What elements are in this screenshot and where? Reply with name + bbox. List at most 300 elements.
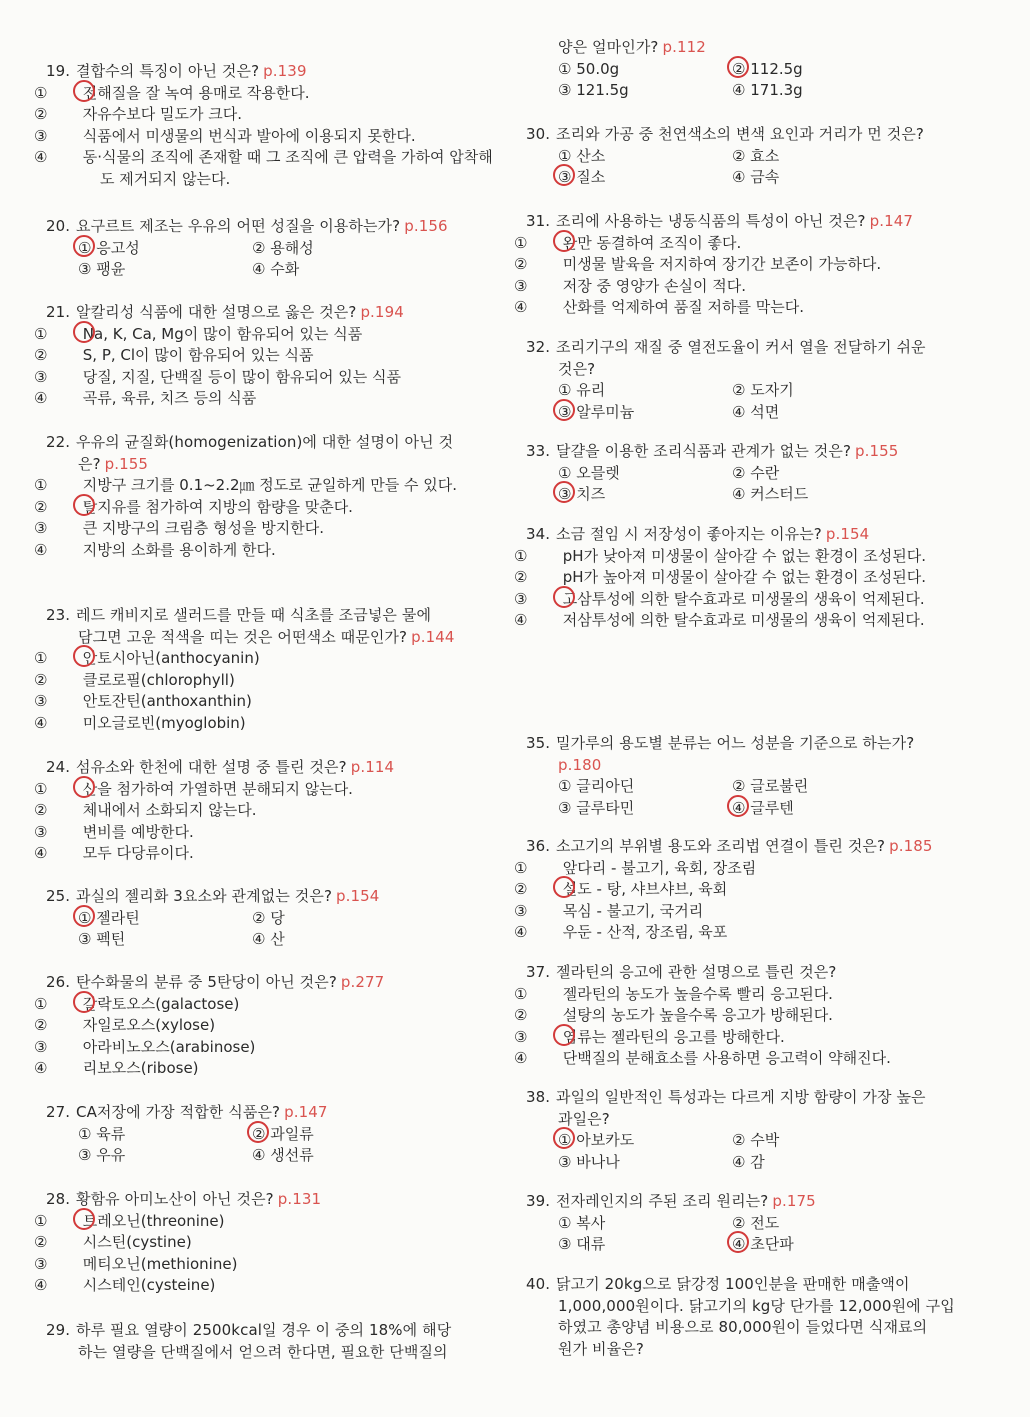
question-text: CA저장에 가장 적합한 식품은? bbox=[76, 1103, 281, 1121]
option-3[interactable]: ③ 메티오닌(methionine) bbox=[34, 1254, 238, 1273]
option-1[interactable] bbox=[558, 380, 732, 402]
options-list bbox=[514, 858, 976, 944]
option-1[interactable] bbox=[558, 1213, 732, 1235]
option-text: 탈지유를 첨가하여 지방의 함량을 맞춘다. bbox=[82, 497, 353, 516]
option-number: ② bbox=[252, 1124, 266, 1143]
options-row bbox=[558, 59, 976, 81]
option-1[interactable] bbox=[78, 1124, 252, 1146]
question-stem bbox=[46, 972, 496, 994]
option-3[interactable]: ③ 당질, 지질, 단백질 등이 많이 함유되어 있는 식품 bbox=[34, 367, 402, 386]
question-19 bbox=[34, 61, 496, 190]
option-text: 당질, 지질, 단백질 등이 많이 함유되어 있는 식품 bbox=[82, 367, 402, 386]
question-text: 조리와 가공 중 천연색소의 변색 요인과 거리가 먼 것은? bbox=[556, 125, 924, 143]
option-number: ④ bbox=[252, 1146, 266, 1164]
option-1[interactable]: ① pH가 낮아져 미생물이 살아갈 수 없는 환경이 조성된다. bbox=[514, 546, 927, 565]
question-stem-continued bbox=[46, 627, 496, 649]
question-number: 33. bbox=[526, 442, 551, 460]
option-text: 초단파 bbox=[750, 1235, 794, 1253]
option-1[interactable] bbox=[558, 146, 732, 168]
options-list bbox=[34, 994, 496, 1080]
option-3[interactable] bbox=[558, 1152, 732, 1174]
option-number: ④ bbox=[732, 485, 746, 503]
option-text: 글루텐 bbox=[750, 798, 794, 817]
option-4[interactable]: ④ 지방의 소화를 용이하게 한다. bbox=[34, 540, 276, 559]
option-1[interactable]: ① 앞다리 - 불고기, 육회, 장조림 bbox=[514, 858, 757, 877]
option-text: 식품에서 미생물의 번식과 발아에 이용되지 못한다. bbox=[82, 126, 416, 145]
option-1[interactable]: ① 갈락토오스(galactose) bbox=[78, 994, 496, 1016]
option-number: ③ bbox=[558, 1152, 572, 1171]
question-number: 38. bbox=[526, 1088, 551, 1106]
question-text-continued: 담그면 고운 적색을 띠는 것은 어떤색소 때문인가? bbox=[78, 627, 408, 646]
option-2[interactable]: ② 탈지유를 첨가하여 지방의 함량을 맞춘다. bbox=[78, 497, 496, 519]
options-row bbox=[558, 484, 976, 506]
page-reference: p.156 bbox=[404, 217, 448, 235]
option-text: 121.5g bbox=[576, 81, 629, 99]
question-stem-continued bbox=[526, 37, 976, 59]
question-stem bbox=[526, 211, 976, 233]
question-stem bbox=[526, 1191, 976, 1213]
option-number-wrap bbox=[732, 1130, 745, 1152]
option-text: 바나나 bbox=[576, 1152, 620, 1171]
option-text: 산 bbox=[270, 930, 285, 948]
option-text: 안토잔틴(anthoxanthin) bbox=[82, 692, 252, 710]
question-stem bbox=[46, 302, 496, 324]
option-3[interactable]: ③ 아라비노오스(arabinose) bbox=[34, 1037, 256, 1056]
option-4[interactable]: ④ 우둔 - 산적, 장조림, 육포 bbox=[514, 923, 728, 941]
option-2[interactable] bbox=[252, 908, 426, 930]
options-row bbox=[558, 146, 976, 168]
option-4[interactable]: ④ 단백질의 분해효소를 사용하면 응고력이 약해진다. bbox=[514, 1049, 891, 1067]
options-list bbox=[514, 546, 976, 632]
option-4[interactable]: ④ 리보오스(ribose) bbox=[34, 1059, 199, 1077]
option-4[interactable] bbox=[732, 402, 906, 424]
question-text: 밀가루의 용도별 분류는 어느 성분을 기준으로 하는가? bbox=[556, 734, 915, 752]
option-text: 수박 bbox=[750, 1131, 780, 1149]
question-22 bbox=[34, 432, 496, 561]
option-number-wrap bbox=[78, 238, 91, 260]
options-list bbox=[558, 380, 976, 423]
option-text: 설탕의 농도가 높을수록 응고가 방해된다. bbox=[562, 1006, 833, 1024]
question-continued bbox=[526, 37, 976, 102]
option-1[interactable] bbox=[558, 776, 732, 798]
option-text: 질소 bbox=[576, 168, 606, 186]
option-3[interactable]: ③ 변비를 예방한다. bbox=[34, 822, 194, 841]
question-20 bbox=[46, 216, 496, 281]
option-1[interactable]: ① 지방구 크기를 0.1~2.2㎛ 정도로 균일하게 만들 수 있다. bbox=[34, 476, 458, 494]
option-number: ② bbox=[732, 1131, 746, 1149]
option-4[interactable]: ④ 산화를 억제하여 품질 저하를 막는다. bbox=[514, 298, 804, 316]
option-3[interactable]: ③ 저장 중 영양가 손실이 적다. bbox=[514, 276, 747, 295]
question-number: 40. bbox=[526, 1275, 551, 1293]
option-number: ① bbox=[558, 381, 572, 399]
option-text: 유리 bbox=[576, 381, 606, 399]
option-text: 저삼투성에 의한 탈수효과로 미생물의 생육이 억제된다. bbox=[562, 611, 925, 629]
option-number: ③ bbox=[78, 1146, 92, 1164]
option-number-wrap bbox=[558, 380, 571, 402]
question-number: 26. bbox=[46, 973, 71, 991]
option-text: 오믈렛 bbox=[576, 463, 620, 482]
option-1[interactable]: ① 트레오닌(threonine) bbox=[78, 1211, 496, 1233]
option-1[interactable]: ① 산을 첨가하여 가열하면 분해되지 않는다. bbox=[78, 779, 496, 801]
option-text: 대류 bbox=[576, 1235, 606, 1253]
options-row bbox=[78, 259, 496, 281]
question-text: 결합수의 특징이 아닌 것은? bbox=[76, 62, 260, 80]
option-4[interactable]: ④ 미오글로빈(myoglobin) bbox=[34, 713, 246, 732]
question-24 bbox=[34, 757, 496, 865]
question-stem-continued bbox=[526, 1109, 976, 1131]
page-reference: p.155 bbox=[104, 454, 149, 473]
options-row bbox=[78, 1145, 496, 1167]
option-2[interactable] bbox=[732, 59, 906, 81]
option-number: ① bbox=[558, 463, 572, 482]
page-reference: p.139 bbox=[263, 62, 307, 80]
question-stem-continued bbox=[46, 454, 496, 476]
question-stem bbox=[526, 1087, 976, 1109]
option-3[interactable] bbox=[558, 484, 732, 506]
option-number: ② bbox=[732, 381, 746, 399]
option-3[interactable]: ③ 식품에서 미생물의 번식과 발아에 이용되지 못한다. bbox=[34, 126, 416, 145]
option-text: 효소 bbox=[750, 146, 780, 165]
page-reference: p.185 bbox=[889, 837, 933, 855]
option-number: ④ bbox=[252, 260, 266, 278]
options-row bbox=[558, 1130, 976, 1152]
option-3[interactable] bbox=[78, 259, 252, 281]
option-2[interactable]: ② pH가 높아져 미생물이 살아갈 수 없는 환경이 조성된다. bbox=[514, 568, 927, 586]
question-stem-continued bbox=[526, 755, 976, 777]
option-text: 우둔 - 산적, 장조림, 육포 bbox=[562, 923, 728, 941]
question-number: 37. bbox=[526, 963, 551, 981]
question-26 bbox=[34, 972, 496, 1080]
option-2[interactable]: ② 체내에서 소화되지 않는다. bbox=[34, 801, 257, 819]
options-row bbox=[558, 798, 976, 820]
option-1[interactable]: ① Na, K, Ca, Mg이 많이 함유되어 있는 식품 bbox=[78, 324, 496, 346]
option-4[interactable]: ④ 시스테인(cysteine) bbox=[34, 1276, 216, 1294]
option-number-wrap bbox=[732, 776, 745, 798]
options-list bbox=[34, 648, 496, 734]
option-number-wrap bbox=[558, 776, 571, 798]
option-4[interactable]: ④ 곡류, 육류, 치즈 등의 식품 bbox=[34, 389, 257, 407]
option-number: ① bbox=[558, 1131, 572, 1149]
question-text: 요구르트 제조는 우유의 어떤 성질을 이용하는가? bbox=[76, 217, 401, 235]
option-2[interactable] bbox=[732, 146, 906, 168]
option-number: ② bbox=[732, 59, 746, 78]
option-2[interactable] bbox=[732, 776, 906, 798]
option-2[interactable]: ② 설탕의 농도가 높을수록 응고가 방해된다. bbox=[514, 1006, 833, 1024]
option-text: 변비를 예방한다. bbox=[82, 822, 194, 841]
question-40 bbox=[526, 1274, 976, 1360]
option-number: ④ bbox=[732, 168, 746, 186]
question-stem bbox=[526, 441, 976, 463]
question-text: 알칼리성 식품에 대한 설명으로 옳은 것은? bbox=[76, 303, 357, 321]
option-text: 클로로필(chlorophyll) bbox=[82, 670, 235, 689]
question-stem bbox=[526, 524, 976, 546]
option-text: 글로불린 bbox=[750, 777, 809, 795]
options-list bbox=[558, 146, 976, 189]
option-text: 고삼투성에 의한 탈수효과로 미생물의 생육이 억제된다. bbox=[562, 589, 925, 608]
question-33 bbox=[526, 441, 976, 506]
question-text-continued: 은? bbox=[78, 454, 101, 473]
option-4[interactable] bbox=[732, 1152, 906, 1174]
option-text: 곡류, 육류, 치즈 등의 식품 bbox=[82, 389, 257, 407]
option-4[interactable] bbox=[732, 798, 906, 820]
option-3[interactable] bbox=[78, 929, 252, 951]
question-31 bbox=[514, 211, 976, 319]
option-text: 리보오스(ribose) bbox=[82, 1059, 199, 1077]
option-number: ③ bbox=[558, 81, 572, 99]
option-number: ① bbox=[78, 238, 92, 257]
option-4[interactable] bbox=[252, 1145, 426, 1167]
option-number-wrap bbox=[732, 402, 745, 424]
option-number-wrap bbox=[558, 798, 571, 820]
option-number-wrap bbox=[558, 80, 571, 102]
option-text: 트레오닌(threonine) bbox=[82, 1211, 225, 1230]
option-text: 젤라틴 bbox=[96, 908, 140, 927]
options-list bbox=[34, 83, 496, 191]
options-list bbox=[78, 1124, 496, 1167]
option-3[interactable] bbox=[558, 1234, 732, 1256]
option-1[interactable]: ① 완만 동결하여 조직이 좋다. bbox=[558, 233, 976, 255]
question-stem bbox=[46, 886, 496, 908]
option-number-wrap bbox=[732, 484, 745, 506]
option-number-wrap bbox=[252, 1145, 265, 1167]
question-number: 36. bbox=[526, 837, 551, 855]
option-number: ① bbox=[78, 908, 92, 927]
option-text: 금속 bbox=[750, 168, 780, 186]
option-number: ② bbox=[732, 463, 746, 482]
options-list bbox=[514, 984, 976, 1070]
option-text: 산을 첨가하여 가열하면 분해되지 않는다. bbox=[82, 779, 353, 798]
option-text: 동·식물의 조직에 존재할 때 그 조직에 큰 압력을 가하여 압착해도 제거되지 않는다. bbox=[82, 148, 493, 188]
page-reference: p.277 bbox=[340, 973, 385, 991]
option-2[interactable]: ② 시스틴(cystine) bbox=[34, 1233, 192, 1251]
option-number-wrap bbox=[558, 1130, 571, 1152]
question-stem bbox=[46, 61, 496, 83]
options-list bbox=[34, 475, 496, 561]
option-text: 글루타민 bbox=[576, 798, 635, 817]
question-text: 레드 캐비지로 샐러드를 만들 때 식초를 조금넣은 물에 bbox=[76, 606, 432, 624]
option-text: pH가 낮아져 미생물이 살아갈 수 없는 환경이 조성된다. bbox=[562, 546, 927, 565]
option-number-wrap bbox=[732, 380, 745, 402]
option-3[interactable] bbox=[558, 80, 732, 102]
option-2[interactable]: ② 설도 - 탕, 샤브샤브, 육회 bbox=[558, 879, 976, 901]
option-4[interactable] bbox=[252, 929, 426, 951]
option-text: 커스터드 bbox=[750, 485, 809, 503]
option-number-wrap bbox=[78, 1124, 91, 1146]
option-text: 펙틴 bbox=[96, 930, 126, 948]
option-text: 도자기 bbox=[750, 381, 794, 399]
option-4[interactable] bbox=[732, 1234, 906, 1256]
option-number: ② bbox=[252, 908, 266, 927]
options-row bbox=[558, 776, 976, 798]
option-1[interactable]: ① 전해질을 잘 녹여 용매로 작용한다. bbox=[78, 83, 496, 105]
option-3[interactable] bbox=[78, 1145, 252, 1167]
option-3[interactable]: ③ 목심 - 불고기, 국거리 bbox=[514, 901, 704, 920]
question-stem bbox=[526, 124, 976, 146]
option-2[interactable] bbox=[732, 380, 906, 402]
option-number: ③ bbox=[78, 930, 92, 948]
option-number-wrap bbox=[732, 1234, 745, 1256]
question-23 bbox=[34, 605, 496, 734]
options-row bbox=[558, 80, 976, 102]
option-number: ② bbox=[732, 1213, 746, 1232]
option-number: ③ bbox=[558, 485, 572, 503]
question-text: 젤라틴의 응고에 관한 설명으로 틀린 것은? bbox=[556, 963, 837, 981]
option-number: ① bbox=[558, 1213, 572, 1232]
options-row bbox=[78, 908, 496, 930]
option-4[interactable] bbox=[252, 259, 426, 281]
option-2[interactable] bbox=[252, 1124, 426, 1146]
option-2[interactable]: ② 자유수보다 밀도가 크다. bbox=[34, 105, 242, 123]
option-text: 복사 bbox=[576, 1213, 606, 1232]
question-27 bbox=[46, 1102, 496, 1167]
option-2[interactable]: ② 클로로필(chlorophyll) bbox=[34, 670, 235, 689]
question-text: 조리에 사용하는 냉동식품의 특성이 아닌 것은? bbox=[556, 212, 866, 230]
option-text: Na, K, Ca, Mg이 많이 함유되어 있는 식품 bbox=[82, 324, 363, 343]
option-number-wrap bbox=[252, 238, 265, 260]
option-4[interactable] bbox=[732, 484, 906, 506]
option-number-wrap bbox=[732, 1213, 745, 1235]
question-number: 19. bbox=[46, 62, 71, 80]
question-32 bbox=[526, 337, 976, 423]
question-stem-continued bbox=[526, 1339, 976, 1361]
option-2[interactable]: ② 미생물 발육을 저지하여 장기간 보존이 가능하다. bbox=[514, 255, 882, 273]
option-text: 과일류 bbox=[270, 1124, 314, 1143]
question-number: 28. bbox=[46, 1190, 71, 1208]
question-38 bbox=[526, 1087, 976, 1173]
option-text: pH가 높아져 미생물이 살아갈 수 없는 환경이 조성된다. bbox=[562, 568, 927, 586]
option-text: 지방구 크기를 0.1~2.2㎛ 정도로 균일하게 만들 수 있다. bbox=[82, 476, 458, 494]
question-number: 25. bbox=[46, 887, 71, 905]
question-number: 27. bbox=[46, 1103, 71, 1121]
page-reference: p.175 bbox=[772, 1192, 816, 1210]
option-text: 갈락토오스(galactose) bbox=[82, 994, 240, 1013]
option-number: ① bbox=[558, 777, 572, 795]
option-3[interactable] bbox=[558, 402, 732, 424]
option-number: ④ bbox=[252, 930, 266, 948]
question-37 bbox=[514, 962, 976, 1070]
question-number: 31. bbox=[526, 212, 551, 230]
option-number: ④ bbox=[732, 81, 746, 99]
option-1[interactable] bbox=[558, 59, 732, 81]
option-text: 전해질을 잘 녹여 용매로 작용한다. bbox=[82, 83, 310, 102]
option-3[interactable] bbox=[558, 798, 732, 820]
option-1[interactable] bbox=[78, 908, 252, 930]
question-text: 소고기의 부위별 용도와 조리법 연결이 틀린 것은? bbox=[556, 837, 886, 855]
option-number-wrap bbox=[732, 59, 745, 81]
option-number-wrap bbox=[558, 146, 571, 168]
options-list bbox=[514, 233, 976, 319]
option-2[interactable] bbox=[732, 463, 906, 485]
option-text: 수화 bbox=[270, 260, 300, 278]
options-list bbox=[78, 238, 496, 281]
question-number: 22. bbox=[46, 433, 71, 451]
option-1[interactable]: ① 안토시아닌(anthocyanin) bbox=[78, 648, 496, 670]
question-text: 황함유 아미노산이 아닌 것은? bbox=[76, 1190, 274, 1208]
option-text: 체내에서 소화되지 않는다. bbox=[82, 801, 257, 819]
option-number-wrap bbox=[558, 402, 571, 424]
option-text: 산소 bbox=[576, 146, 606, 165]
question-28 bbox=[34, 1189, 496, 1297]
option-text: 시스틴(cystine) bbox=[82, 1233, 192, 1251]
question-text: 우유의 균질화(homogenization)에 대한 설명이 아닌 것 bbox=[76, 433, 454, 451]
option-4[interactable]: ④ 모두 다당류이다. bbox=[34, 844, 194, 862]
option-number-wrap bbox=[252, 259, 265, 281]
option-4[interactable] bbox=[732, 167, 906, 189]
option-1[interactable]: ① 젤라틴의 농도가 높을수록 빨리 응고된다. bbox=[514, 984, 833, 1003]
question-number: 34. bbox=[526, 525, 551, 543]
question-number: 20. bbox=[46, 217, 71, 235]
option-3[interactable] bbox=[558, 167, 732, 189]
options-list bbox=[34, 324, 496, 410]
option-text: 석면 bbox=[750, 402, 780, 421]
question-text: 과실의 젤리화 3요소와 관계없는 것은? bbox=[76, 887, 333, 905]
option-text: 미생물 발육을 저지하여 장기간 보존이 가능하다. bbox=[562, 255, 882, 273]
option-3[interactable]: ③ 안토잔틴(anthoxanthin) bbox=[34, 692, 252, 710]
option-number: ④ bbox=[732, 1235, 746, 1253]
option-2[interactable] bbox=[732, 1213, 906, 1235]
question-34 bbox=[514, 524, 976, 632]
page-reference: p.155 bbox=[855, 442, 899, 460]
question-number: 39. bbox=[526, 1192, 551, 1210]
option-2[interactable] bbox=[252, 238, 426, 260]
option-text: 완만 동결하여 조직이 좋다. bbox=[562, 233, 742, 252]
option-text: 메티오닌(methionine) bbox=[82, 1254, 238, 1273]
option-4[interactable]: ④ 동·식물의 조직에 존재할 때 그 조직에 큰 압력을 가하여 압착해도 제거되지 않는다. bbox=[34, 148, 493, 188]
option-number-wrap bbox=[78, 908, 91, 930]
option-1[interactable] bbox=[558, 463, 732, 485]
option-2[interactable]: ② S, P, Cl이 많이 함유되어 있는 식품 bbox=[34, 346, 314, 364]
option-number: ② bbox=[732, 146, 746, 165]
option-text: S, P, Cl이 많이 함유되어 있는 식품 bbox=[82, 346, 314, 364]
question-text: 탄수화물의 분류 중 5탄당이 아닌 것은? bbox=[76, 973, 337, 991]
option-number-wrap bbox=[252, 908, 265, 930]
option-4[interactable] bbox=[732, 80, 906, 102]
option-3[interactable]: ③ 큰 지방구의 크림층 형성을 방지한다. bbox=[34, 519, 324, 537]
question-number: 32. bbox=[526, 338, 551, 356]
question-text-continued: 원가 비율은? bbox=[558, 1339, 644, 1358]
question-36 bbox=[514, 836, 976, 944]
page-reference: p.180 bbox=[558, 755, 602, 774]
option-2[interactable] bbox=[732, 1130, 906, 1152]
option-text: 안토시아닌(anthocyanin) bbox=[82, 649, 260, 667]
option-text: 자유수보다 밀도가 크다. bbox=[82, 105, 242, 123]
options-row bbox=[78, 1124, 496, 1146]
question-39 bbox=[526, 1191, 976, 1256]
option-text: 시스테인(cysteine) bbox=[82, 1276, 216, 1294]
question-stem bbox=[526, 836, 976, 858]
option-1[interactable] bbox=[558, 1130, 732, 1152]
option-3[interactable]: ③ 고삼투성에 의한 탈수효과로 미생물의 생육이 억제된다. bbox=[558, 589, 976, 611]
page-reference: p.112 bbox=[662, 38, 706, 56]
question-text-continued: 하는 열량을 단백질에서 얻으려 한다면, 필요한 단백질의 bbox=[78, 1342, 448, 1361]
page-reference: p.147 bbox=[284, 1103, 328, 1121]
question-stem bbox=[46, 216, 496, 238]
question-number: 29. bbox=[46, 1321, 71, 1339]
option-2[interactable]: ② 자일로오스(xylose) bbox=[34, 1016, 216, 1034]
options-list bbox=[558, 1213, 976, 1256]
option-number: ③ bbox=[78, 260, 92, 278]
option-text: 우유 bbox=[96, 1146, 126, 1164]
option-number-wrap bbox=[78, 929, 91, 951]
option-4[interactable]: ④ 저삼투성에 의한 탈수효과로 미생물의 생육이 억제된다. bbox=[514, 611, 925, 629]
question-number: 23. bbox=[46, 606, 71, 624]
option-number-wrap bbox=[558, 484, 571, 506]
option-3[interactable]: ③ 염류는 젤라틴의 응고를 방해한다. bbox=[558, 1027, 976, 1049]
option-text: 아라비노오스(arabinose) bbox=[82, 1037, 256, 1056]
option-text: 산화를 억제하여 품질 저하를 막는다. bbox=[562, 298, 804, 316]
option-number: ④ bbox=[732, 402, 746, 421]
option-1[interactable] bbox=[78, 238, 252, 260]
